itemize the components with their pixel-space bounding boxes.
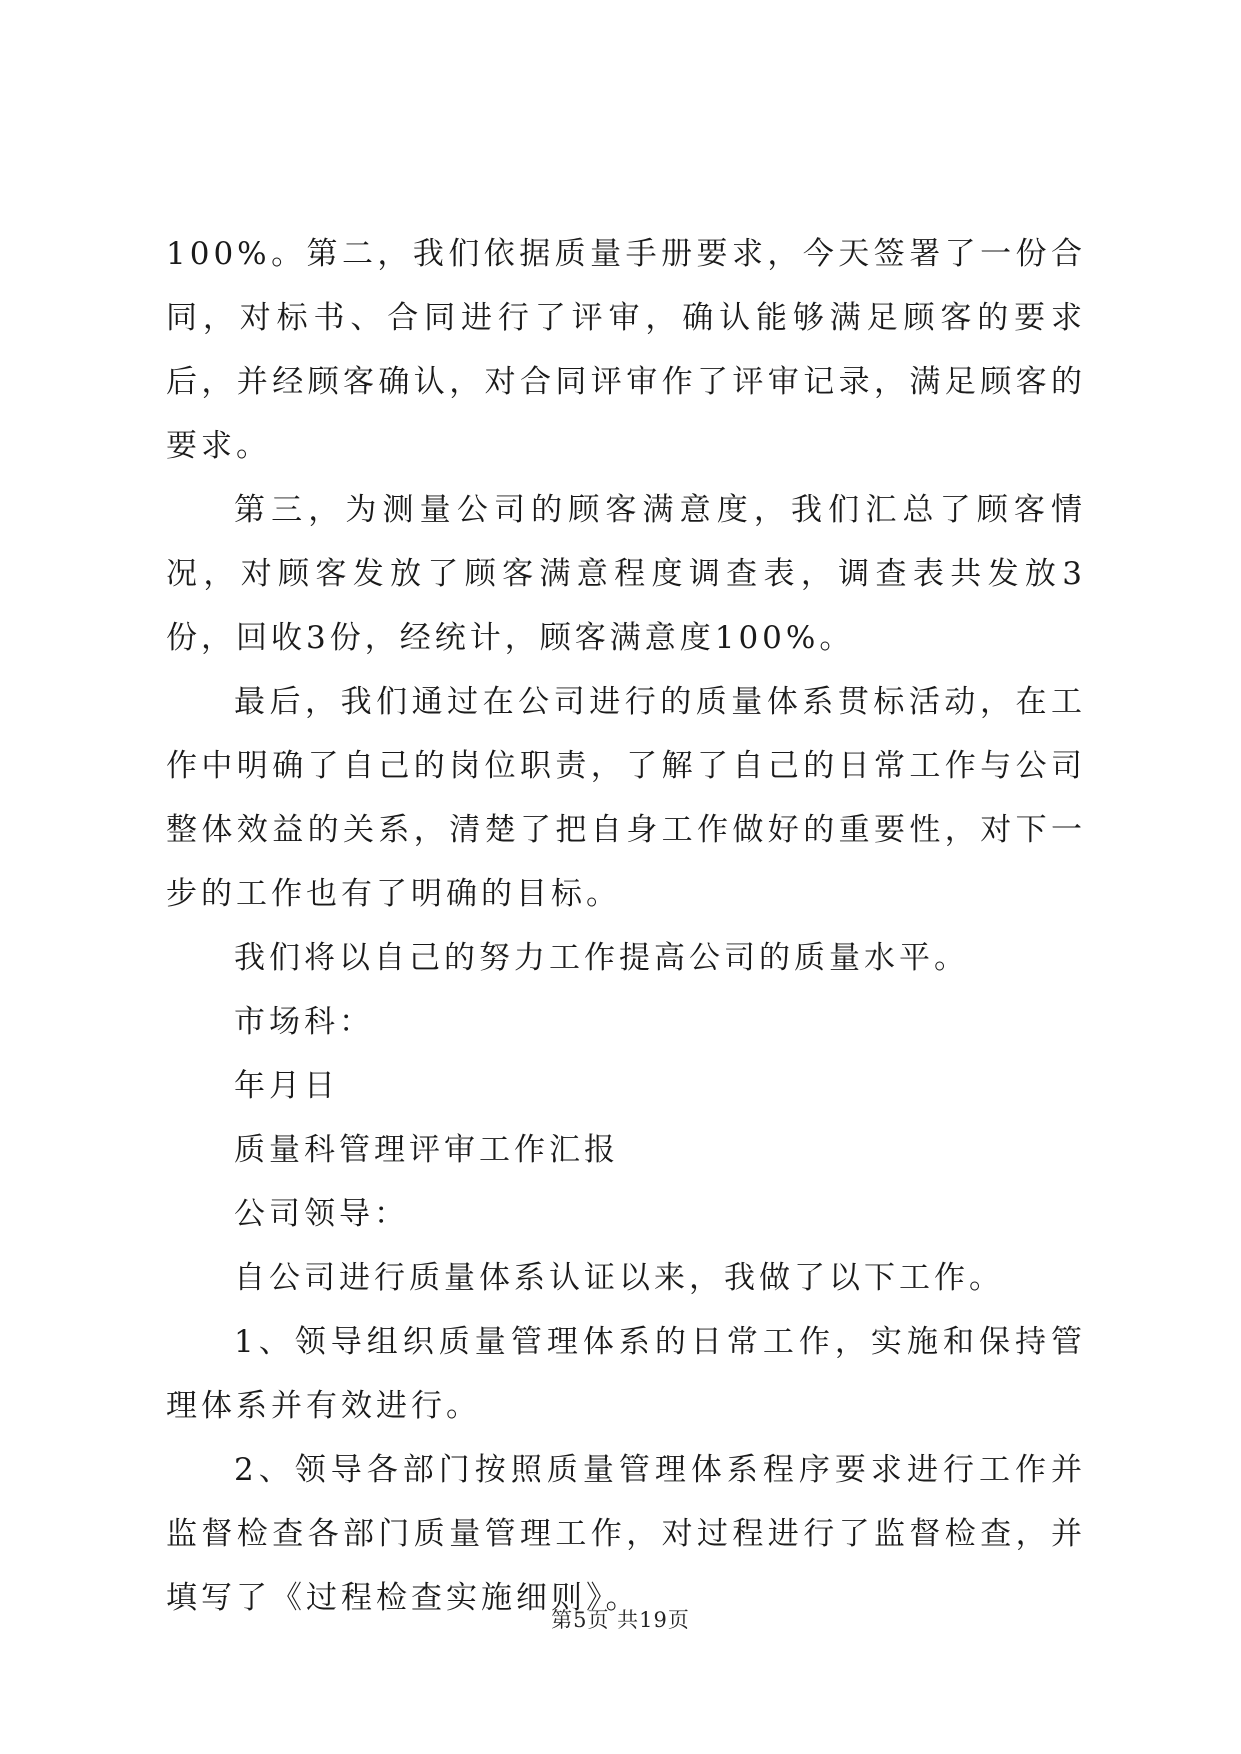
paragraph-continuation: 100%。第二，我们依据质量手册要求，今天签署了一份合同，对标书、合同进行了评审，确认能够满足顾客的要求后，并经顾客确认，对合同评审作了评审记录，满足顾客的要求。 — [166, 236, 1086, 464]
page-number-footer: 第5页 共19页 — [551, 1608, 690, 1632]
paragraph-intro: 自公司进行质量体系认证以来，我做了以下工作。 — [234, 1260, 1004, 1296]
document-body — [166, 222, 1086, 1630]
signature-department: 市场科： — [234, 1004, 374, 1040]
paragraph-closing: 我们将以自己的努力工作提高公司的质量水平。 — [234, 940, 969, 976]
paragraph-finally: 最后，我们通过在公司进行的质量体系贯标活动，在工作中明确了自己的岗位职责，了解了自己的日常工作与公司整体效益的关系，清楚了把自身工作做好的重要性，对下一步的工作也有了明确的目标。 — [166, 684, 1086, 912]
salutation: 公司领导： — [234, 1196, 409, 1232]
paragraph-third-point: 第三，为测量公司的顾客满意度，我们汇总了顾客情况，对顾客发放了顾客满意程度调查表，调查表共发放3份，回收3份，经统计，顾客满意度100%。 — [166, 492, 1086, 656]
report-title: 质量科管理评审工作汇报 — [234, 1132, 619, 1168]
signature-date: 年月日 — [234, 1068, 339, 1104]
list-item-2: 2、领导各部门按照质量管理体系程序要求进行工作并监督检查各部门质量管理工作，对过程进行了监督检查，并填写了《过程检查实施细则》。 — [166, 1452, 1086, 1616]
list-item-1: 1、领导组织质量管理体系的日常工作，实施和保持管理体系并有效进行。 — [166, 1324, 1086, 1424]
